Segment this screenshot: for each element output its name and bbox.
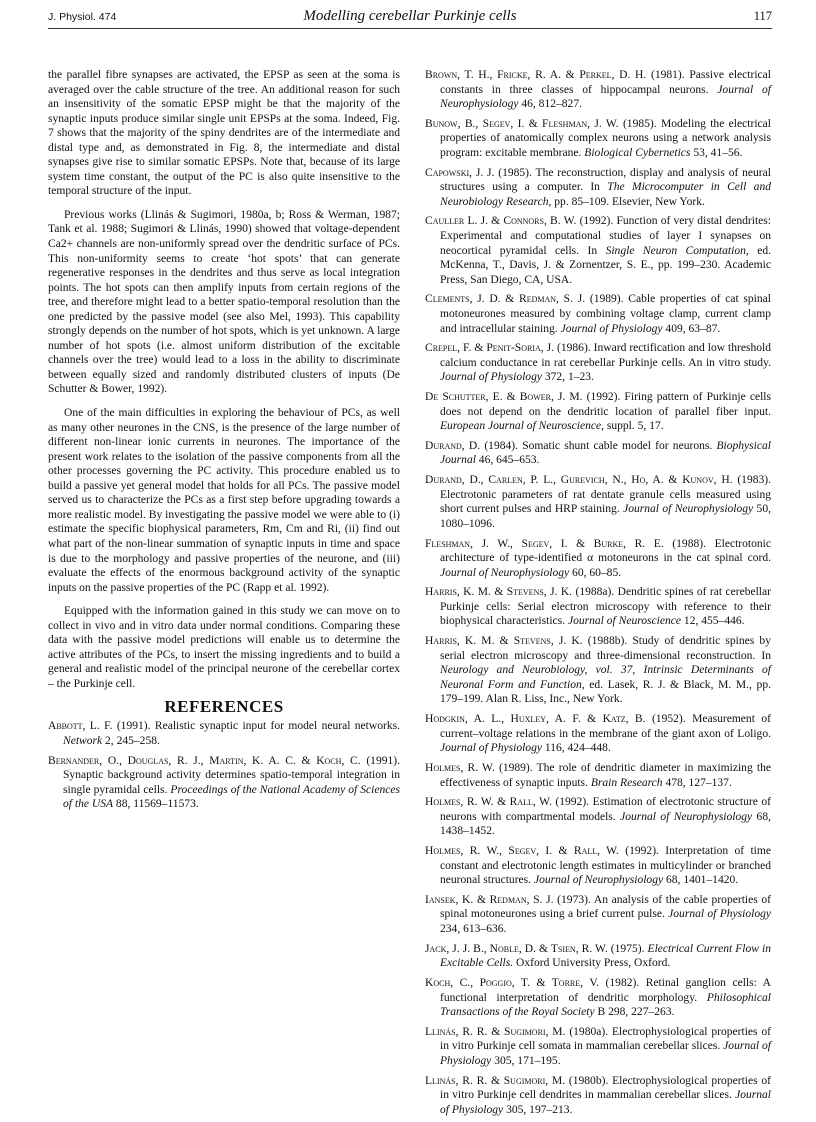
reference-source: Network — [63, 734, 103, 747]
reference-authors: Fleshman, J. W., Segev, I. & Burke, R. E. — [425, 537, 664, 550]
reference-source: Proceedings of the National Academy of Sciences of the USA — [63, 783, 400, 811]
reference-volume: 46, 645–653. — [475, 454, 540, 467]
reference-item — [425, 68, 771, 112]
reference-source: Journal of Physiology — [440, 1089, 771, 1116]
reference-authors: Durand, D. — [425, 439, 481, 452]
reference-item — [425, 634, 771, 707]
reference-volume: Oxford University Press, Oxford. — [513, 957, 671, 970]
reference-source: The Microcomputer in Cell and Neurobiology Research — [440, 181, 771, 208]
reference-volume: 305, 197–213. — [503, 1103, 573, 1116]
reference-authors: Bernander, O., Douglas, R. J., Martin, K. A. C. & Koch, C. — [48, 754, 361, 767]
reference-title: (1988). Electrotonic architecture of type-identified α motoneurons in the cat spinal cord. — [440, 537, 771, 565]
reference-item — [425, 439, 771, 468]
reference-volume: 88, 11569–11573. — [113, 798, 199, 811]
page-number: 117 — [753, 9, 772, 23]
reference-authors: Durand, D., Carlen, P. L., Gurevich, N., Ho, A. & Kunov, H. — [425, 474, 733, 487]
reference-authors: Hodgkin, A. L., Huxley, A. F. & Katz, B. — [425, 713, 646, 726]
reference-title: (1988b). Study of dendritic spines by serial electron microscopy and three-dimensional reconstruction. In — [440, 635, 771, 662]
reference-authors: Jack, J. J. B., Noble, D. & Tsien, R. W. — [425, 942, 608, 955]
reference-item — [425, 166, 771, 210]
reference-item — [425, 712, 771, 756]
reference-title: (1991). Synaptic background activity determines spatio-temporal integration in single pyramidal cells. — [63, 754, 400, 796]
body-paragraph: Equipped with the information gained in this study we can move on to collect in vivo and in vitro data under normal conditions. Comparing these data with the passive model predictions will enable us to determine the active attributes of the PCs, to insert the missing ingredients and to build a general and realistic model of the principal neurone of the cerebellar cortex – the Purkinje cell. — [48, 605, 400, 690]
reference-authors: Brown, T. H., Fricke, R. A. & Perkel, D. H. — [425, 69, 647, 81]
reference-source: European Journal of Neuroscience — [440, 420, 602, 433]
reference-item — [425, 1025, 771, 1069]
reference-item — [425, 1074, 771, 1118]
reference-authors: Llinás, R. R. & Sugimori, M. — [425, 1025, 566, 1038]
reference-source: Single Neuron Computation — [605, 244, 746, 257]
body-paragraph: the parallel fibre synapses are activated, the EPSP as seen at the soma is averaged over the cable structure of the tree. An additional reason for such an insensitivity of the somatic EPSP might be that the majority of the synaptic inputs produce similar single unit EPSPs at the soma. Indeed, Fig. 7 shows that the majority of the spiny dendrites are of the intermediate and distal type and, as demonstrated in Fig. 8, the intermediate and distal synapses give rise to similar somatic EPSPs. Note that, because of its large system time constant, the output of the PC is also quite insensitive to the temporal structure of the input. — [48, 69, 400, 198]
reference-item — [425, 795, 771, 839]
reference-authors: De Schutter, E. & Bower, J. M. — [425, 391, 583, 404]
reference-title: (1991). Realistic synaptic input for model neural networks. — [112, 719, 400, 732]
reference-volume: , ed. McKenna, T., Davis, J. & Zornentzer, S. E., pp. 199–230. Academic Press, San Diego, CA, USA. — [440, 244, 771, 286]
running-header — [48, 8, 772, 29]
reference-source: Journal of Neurophysiology — [440, 83, 771, 111]
reference-title: (1985). The reconstruction, display and analysis of neural structures using a computer. In — [440, 166, 771, 194]
reference-authors: Koch, C., Poggio, T. & Torre, V. — [425, 977, 600, 989]
reference-item — [425, 341, 771, 385]
reference-source: Biological Cybernetics — [584, 146, 691, 159]
reference-title: (1984). Somatic shunt cable model for neurons. — [480, 439, 717, 452]
reference-volume: 372, 1–23. — [541, 371, 594, 384]
reference-volume: 305, 171–195. — [491, 1054, 561, 1067]
reference-authors: Abbott, L. F. — [48, 719, 113, 732]
reference-title: (1989). The role of dendritic diameter in maximizing the effectiveness of synaptic inputs. — [440, 761, 771, 789]
reference-volume: 53, 41–56. — [690, 146, 743, 159]
reference-volume: 116, 424–448. — [541, 742, 611, 755]
reference-authors: Harris, K. M. & Stevens, J. K. — [425, 635, 583, 648]
reference-item — [425, 117, 771, 161]
reference-title: (1992). Estimation of electrotonic structure of neurons with compartmental models. — [440, 796, 771, 823]
reference-title: (1975). — [607, 942, 648, 955]
reference-title: (1980a). Electrophysiological properties of in vitro Purkinje cell somata in mammalian cerebellar slices. — [440, 1025, 771, 1053]
reference-item — [425, 942, 771, 971]
reference-item — [425, 893, 771, 937]
reference-title: (1985). Modeling the electrical properties of anatomically complex neurons using a network analysis program: excitable membrane. — [440, 117, 771, 159]
left-column — [48, 68, 400, 817]
reference-title: (1988a). Dendritic spines of rat cerebellar Purkinje cells: Serial electron microscopy with reference to their biophysical characteristics. — [440, 586, 771, 628]
reference-authors: Cauller L. J. & Connors, B. W. — [425, 215, 577, 228]
reference-volume: 409, 63–87. — [662, 322, 721, 335]
reference-source: Journal of Neurophysiology — [533, 874, 664, 887]
reference-volume: 12, 455–446. — [681, 615, 745, 628]
right-column — [425, 68, 771, 1122]
reference-title: (1980b). Electrophysiological properties of in vitro Purkinje cell dendrites in mammalian cerebellar slices. — [440, 1074, 771, 1102]
reference-volume: , suppl. 5, 17. — [601, 420, 664, 433]
reference-source: Brain Research — [590, 776, 663, 789]
reference-title: (1952). Measurement of current–voltage relations in the membrane of the giant axon of Loligo. — [440, 713, 771, 740]
reference-item — [425, 761, 771, 790]
reference-volume: 68, 1401–1420. — [663, 874, 739, 887]
reference-title: (1983). Electrotonic parameters of rat dentate granule cells measured using short current pulses and HRP staining. — [440, 474, 772, 516]
reference-authors: Iansek, K. & Redman, S. J. — [425, 893, 554, 906]
body-paragraph: One of the main difficulties in exploring the behaviour of PCs, as well as many other neurones in the CNS, is the presence of the large number of different non-linear ionic currents in neurones. The importance of the present work relates to the isolation of the passive components from all the other processes governing the PC activity. This procedure enabled us to build a passive yet general model that holds for all PCs. The passive model served us to characterize the PCs as a first step before upgrading towards a more realistic model. By investigating the passive model we were able to (i) estimate the specific biophysical parameters, Rm, Cm and Ri, (ii) find out what part of the non-linear summation of synaptic inputs in time and space is due to the morphology and passive properties of the neurone, and (iii) evaluate the effects of the enormous background activity of the synaptic inputs on the passive properties of the PC (Rapp et al. 1992). — [48, 407, 400, 594]
reference-source: Biophysical Journal — [440, 439, 771, 467]
reference-source: Journal of Physiology — [668, 908, 772, 921]
reference-item — [425, 214, 771, 287]
reference-item — [425, 844, 771, 888]
reference-source: Journal of Neurophysiology — [623, 503, 754, 516]
reference-item — [425, 473, 771, 531]
reference-title: (1992). Function of very distal dendrites: Experimental and computational studies of layer I synapses on neocortical pyramidal cells. In — [440, 215, 772, 257]
reference-source: Journal of Physiology — [440, 742, 542, 755]
reference-authors: Holmes, R. W., Segev, I. & Rall, W. — [425, 845, 619, 858]
reference-source: Journal of Neurophysiology — [440, 566, 570, 579]
reference-authors: Holmes, R. W. — [425, 761, 495, 774]
reference-volume: B 298, 227–263. — [594, 1006, 675, 1019]
reference-title: (1989). Cable properties of cat spinal motoneurones measured by combining voltage clamp, current clamp and intracellular staining. — [440, 293, 771, 335]
reference-title: (1973). An analysis of the cable properties of spinal motoneurones using a brief current pulse. — [440, 893, 771, 921]
reference-volume: 46, 812–827. — [518, 98, 582, 111]
reference-volume: 478, 127–137. — [662, 776, 732, 789]
reference-title: (1992). Firing pattern of Purkinje cells does not depend on the dendritic location of parallel fiber input. — [440, 391, 771, 418]
reference-item — [425, 976, 771, 1020]
reference-source: Electrical Current Flow in Excitable Cells. — [440, 942, 772, 970]
reference-source: Journal of Physiology — [560, 322, 663, 335]
reference-source: Journal of Neuroscience — [567, 615, 682, 628]
reference-volume: , pp. 85–109. Elsevier, New York. — [548, 195, 705, 208]
reference-source: Neurology and Neurobiology, vol. 37, Intrinsic Determinants of Neuronal Form and Function — [440, 664, 771, 691]
reference-authors: Clements, J. D. & Redman, S. J. — [425, 293, 586, 306]
reference-source: Journal of Physiology — [440, 1040, 771, 1067]
reference-authors: Llinás, R. R. & Sugimori, M. — [425, 1074, 566, 1087]
reference-item — [425, 390, 771, 434]
reference-volume: 2, 245–258. — [102, 734, 160, 747]
reference-list-left — [48, 719, 400, 812]
reference-authors: Crepel, F. & Penit-Soria, J. — [425, 342, 555, 355]
reference-item — [48, 719, 400, 748]
reference-title: (1982). Retinal ganglion cells: A functional interpretation of dendritic morphology. — [440, 977, 771, 1004]
reference-authors: Capowski, J. J. — [425, 166, 495, 179]
references-heading: REFERENCES — [164, 697, 284, 717]
reference-item — [425, 292, 771, 336]
reference-title: (1981). Passive electrical constants in three classes of hippocampal neurons. — [440, 69, 772, 96]
running-title: Modelling cerebellar Purkinje cells — [303, 8, 517, 24]
reference-source: Philosophical Transactions of the Royal Society — [440, 991, 771, 1019]
reference-source: Journal of Neurophysiology — [620, 810, 753, 823]
reference-title: (1992). Interpretation of time constant and electrotonic length estimates in multicylinder or branched neuronal structures. — [440, 845, 771, 887]
reference-volume: 50, 1080–1096. — [440, 503, 771, 530]
reference-authors: Bunow, B., Segev, I. & Fleshman, J. W. — [425, 117, 619, 130]
journal-citation: J. Physiol. 474 — [48, 11, 117, 23]
reference-volume: 60, 60–85. — [569, 566, 622, 579]
reference-list-right — [425, 68, 771, 1117]
reference-authors: Holmes, R. W. & Rall, W. — [425, 796, 552, 809]
reference-volume: 234, 613–636. — [440, 922, 507, 935]
reference-source: Journal of Physiology — [440, 371, 542, 384]
reference-title: (1986). Inward rectification and low threshold calcium conductance in rat cerebellar Purkinje cells. An in vitro study. — [440, 342, 772, 369]
reference-volume: 68, 1438–1452. — [440, 810, 771, 838]
reference-item — [48, 754, 400, 812]
body-paragraph: Previous works (Llinás & Sugimori, 1980a, b; Ross & Werman, 1987; Tank et al. 1988; Sugimori & Llinás, 1990) showed that voltage-dependent Ca2+ channels are non-uniformly spread over the dendritic surface of PCs. This non-uniformity seems to create ‘hot spots’ that can generate regenerative responses in the dendrites and thus serve as local integration points. The hot spots can then amplify inputs from certain regions of the tree, and therefore might lead to a better spatio-temporal resolution than the one predicted by the passive model (see also Mel, 1993). This capability strongly depends on the number of hot spots, which is yet unknown. A large number of hot spots (i.e. almost uniform distribution of the excitable channels over the tree) would lead to a loss in the ability to discriminate between equally sized and randomly distributed clusters of inputs (De Schutter & Bower, 1992). — [48, 208, 400, 396]
reference-item — [425, 537, 771, 581]
reference-volume: , ed. Lasek, R. J. & Black, M. M., pp. 179–199. Alan R. Liss, Inc., New York. — [440, 678, 771, 706]
reference-item — [425, 585, 771, 629]
reference-authors: Harris, K. M. & Stevens, J. K. — [425, 586, 573, 599]
